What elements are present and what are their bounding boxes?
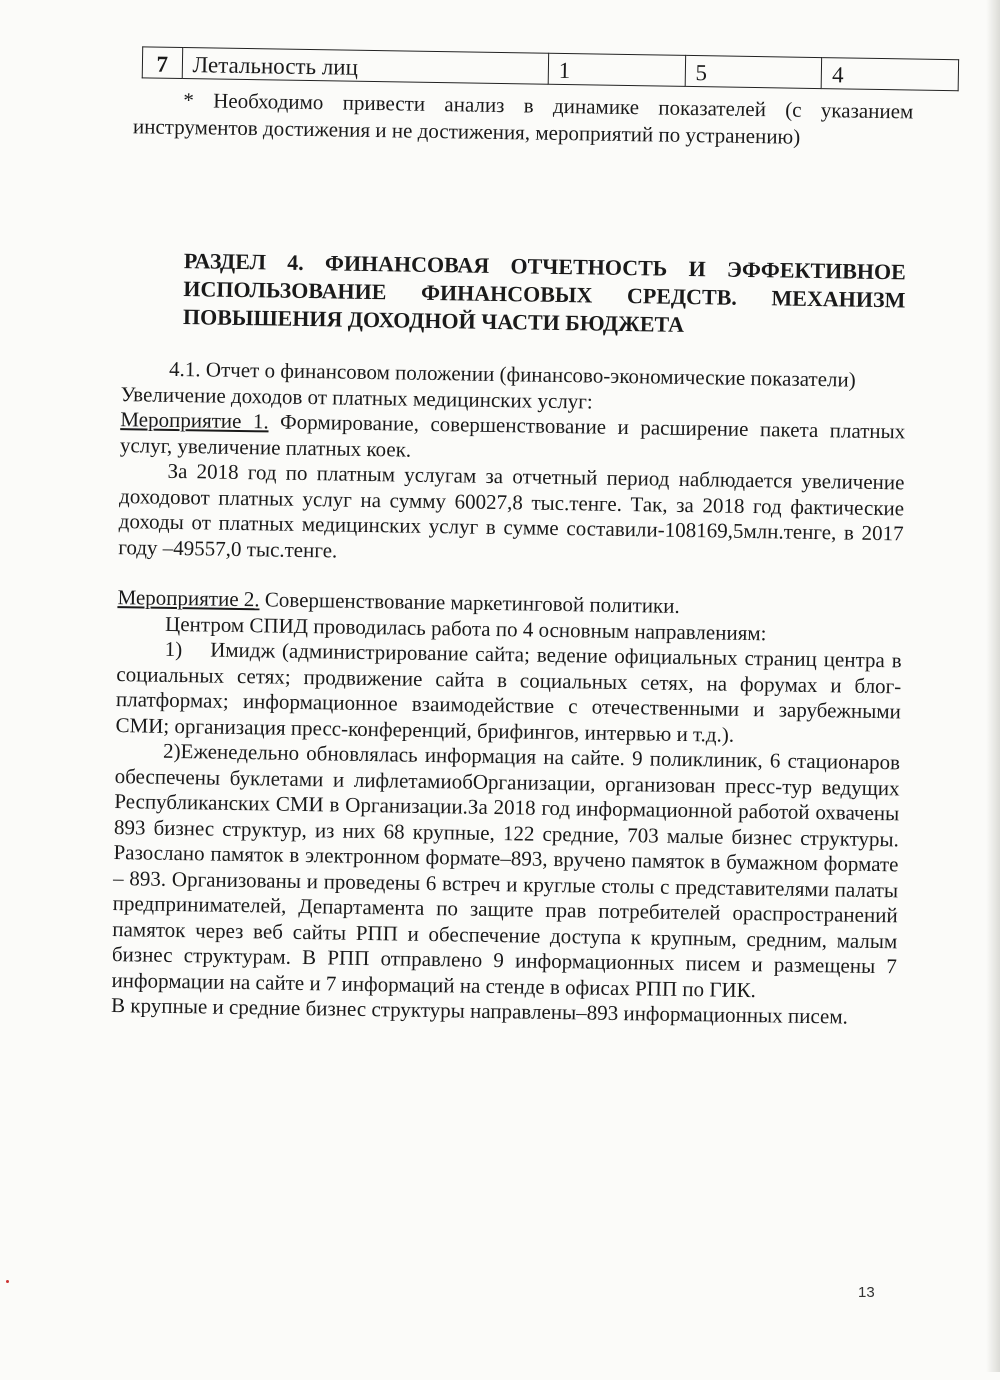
subsection-title: 4.1. Отчет о финансовом положении (финансово-экономические показатели)	[168, 356, 856, 392]
measure-2-label: Мероприятие 2.	[117, 585, 260, 612]
center-line: Центром СПИД проводилась работа по 4 основным направлениям:	[164, 611, 767, 645]
row-number: 7	[142, 47, 182, 79]
table-row	[142, 47, 958, 91]
scan-speck	[6, 1280, 9, 1283]
footnote-text: * Необходимо привести анализ в динамике показателей (с указанием инструментов достижения и не достижения, мероприятий по устранению)	[132, 88, 914, 149]
row-value-2: 5	[685, 55, 822, 88]
indicator-table	[142, 46, 959, 91]
row-indicator-name: Летальность лиц	[182, 48, 549, 85]
measure-2-text: Совершенствование маркетинговой политики.	[259, 587, 680, 618]
row-value-3: 4	[821, 58, 958, 91]
section-heading: РАЗДЕЛ 4. ФИНАНСОВАЯ ОТЧЕТНОСТЬ И ЭФФЕКТИВНОЕ ИСПОЛЬЗОВАНИЕ ФИНАНСОВЫХ СРЕДСТВ. МЕХАНИЗМ ПОВЫШЕНИЯ ДОХОДНОЙ ЧАСТИ БЮДЖЕТА	[182, 248, 906, 337]
row-value-1: 1	[548, 53, 685, 86]
measure-1-label: Мероприятие 1.	[120, 407, 269, 434]
measure-1-text: Формирование, совершенствование и расширение пакета платных услуг, увеличение платных коек.	[119, 409, 906, 462]
table-footnote	[133, 86, 914, 152]
income-line: Увеличение доходов от платных медицинских услуг:	[120, 381, 593, 414]
final-paragraph: В крупные и средние бизнес структуры направлены–893 информационных писем.	[110, 993, 849, 1029]
list-item-2: 2)Еженедельно обновлялась информация на сайте. 9 поликлиник, 6 стационаров обеспечены буклетами и лифлетамиобОрганизации, организован пресс-тур ведущих Республиканских СМИ в Организации.За 2018 год информационной работой охвачены 893 бизнес структур, из них 68 крупные, 122 средние, 703 малые бизнес структуры. Разослано памяток в электронном формате–893, вручено памяток в бумажном формате – 893. Организованы и проведены 6 встреч и круглые столы с представителями палаты предпринимателей, Департамента по защите прав потребителей ораспространений памяток через веб сайты РПП и обеспечение доступа к крупным, средним, малым бизнес структурам. В РПП отправлено 9 информационных писем и размещены 7 информации на сайте и 7 информаций на стенде в офисах РПП по ГИК.	[111, 738, 901, 1002]
list-item-1: 1) Имидж (администрирование сайта; ведение официальных страниц центра в социальных сетях; продвижение сайта в социальных сетях, на форумах и блог-платформах; информационное взаимодействие с отечественными и зарубежными СМИ; организация пресс-конференций, брифингов, интервью и т.д.).	[115, 636, 902, 747]
paragraph-2018: За 2018 год по платным услугам за отчетный период наблюдается увеличение доходовот платных услуг на сумму 60027,8 тыс.тенге. Так, за 2018 год фактические доходы от платных медицинских услуг в сумме составили-108169,5млн.тенге, в 2017 году –49557,0 тыс.тенге.	[118, 458, 905, 563]
page-number: 13	[858, 1284, 875, 1301]
body-text	[111, 356, 906, 1031]
scan-edge-shadow	[986, 0, 1000, 1372]
